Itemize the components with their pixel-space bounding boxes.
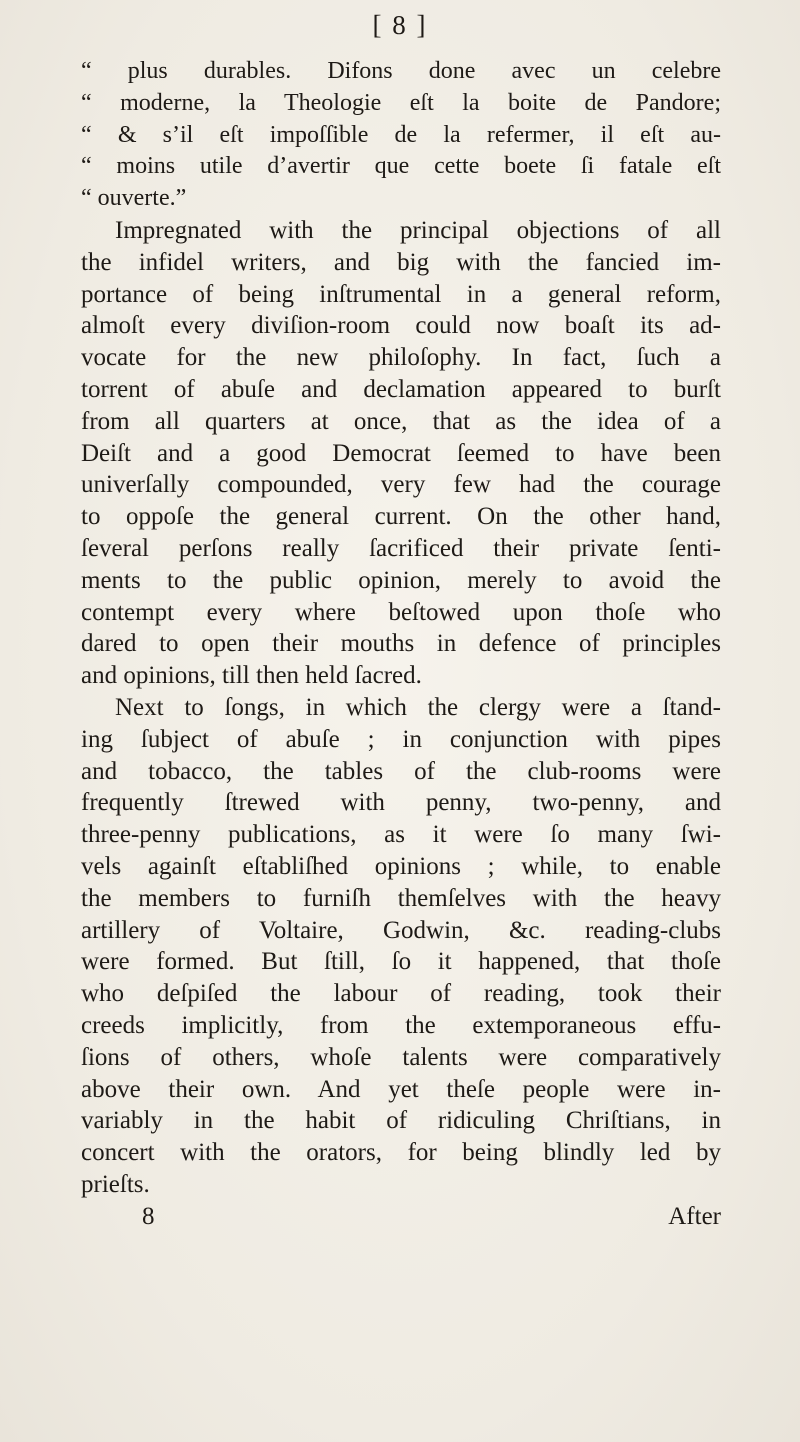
text-line: ments to the public opinion, merely to avoid the <box>81 566 721 594</box>
text-line: Deiſt and a good Democrat ſeemed to have been <box>81 439 721 467</box>
text-line: artillery of Voltaire, Godwin, &c. reading-clubs <box>81 916 721 944</box>
text-line: contempt every where beſtowed upon thoſe who <box>81 598 721 626</box>
text-line: “ moderne, la Theologie eſt la boite de Pandore; <box>81 89 721 116</box>
text-line: were formed. But ſtill, ſo it happened, that thoſe <box>81 948 721 976</box>
text-line: dared to open their mouths in defence of principles <box>81 630 721 658</box>
page-footer <box>81 1201 721 1233</box>
text-line: above their own. And yet theſe people were in- <box>81 1075 721 1103</box>
text-line: vels againſt eſtabliſhed opinions ; while, to enable <box>81 852 721 880</box>
text-line: Impregnated with the principal objections of all <box>115 216 721 244</box>
text-line: almoſt every diviſion-room could now boaſt its ad- <box>81 312 721 340</box>
text-line: and tobacco, the tables of the club-rooms were <box>81 757 721 785</box>
text-line: ing ſubject of abuſe ; in conjunction with pipes <box>81 725 721 753</box>
text-line: prieſts. <box>81 1170 150 1198</box>
text-line: from all quarters at once, that as the idea of a <box>81 407 721 435</box>
text-line: and opinions, till then held ſacred. <box>81 662 422 690</box>
text-line: “ & s’il eſt impoſſible de la refermer, il eſt au- <box>81 121 721 148</box>
signature-mark: 8 <box>142 1202 155 1230</box>
text-line: vocate for the new philoſophy. In fact, ſuch a <box>81 344 721 372</box>
text-line: variably in the habit of ridiculing Chriſtians, in <box>81 1107 721 1135</box>
catchword: After <box>668 1202 721 1230</box>
text-line: “ moins utile d’avertir que cette boete ſi fatale eſt <box>81 153 721 180</box>
text-line: frequently ſtrewed with penny, two-penny, and <box>81 789 721 817</box>
text-line: the infidel writers, and big with the fancied im- <box>81 248 721 276</box>
text-line: ſions of others, whoſe talents were comparatively <box>81 1043 721 1071</box>
text-line: creeds implicitly, from the extemporaneous effu- <box>81 1011 721 1039</box>
text-line: the members to furniſh themſelves with the heavy <box>81 884 721 912</box>
text-line: to oppoſe the general current. On the other hand, <box>81 503 721 531</box>
text-line: univerſally compounded, very few had the courage <box>81 471 721 499</box>
text-line: Next to ſongs, in which the clergy were a ſtand- <box>115 693 721 721</box>
text-line: concert with the orators, for being blindly led by <box>81 1139 721 1167</box>
page-number: [ 8 ] <box>372 10 428 40</box>
page-text <box>81 56 721 1232</box>
text-line: ſeveral perſons really ſacrificed their private ſenti- <box>81 534 721 562</box>
text-line: torrent of abuſe and declamation appeared to burſt <box>81 375 721 403</box>
text-line: “ plus durables. Difons done avec un celebre <box>81 58 721 84</box>
text-line: who deſpiſed the labour of reading, took their <box>81 980 721 1008</box>
text-line: three-penny publications, as it were ſo many ſwi- <box>81 821 721 849</box>
text-line: portance of being inſtrumental in a general reform, <box>81 280 721 308</box>
text-line: “ ouverte.” <box>81 185 187 212</box>
